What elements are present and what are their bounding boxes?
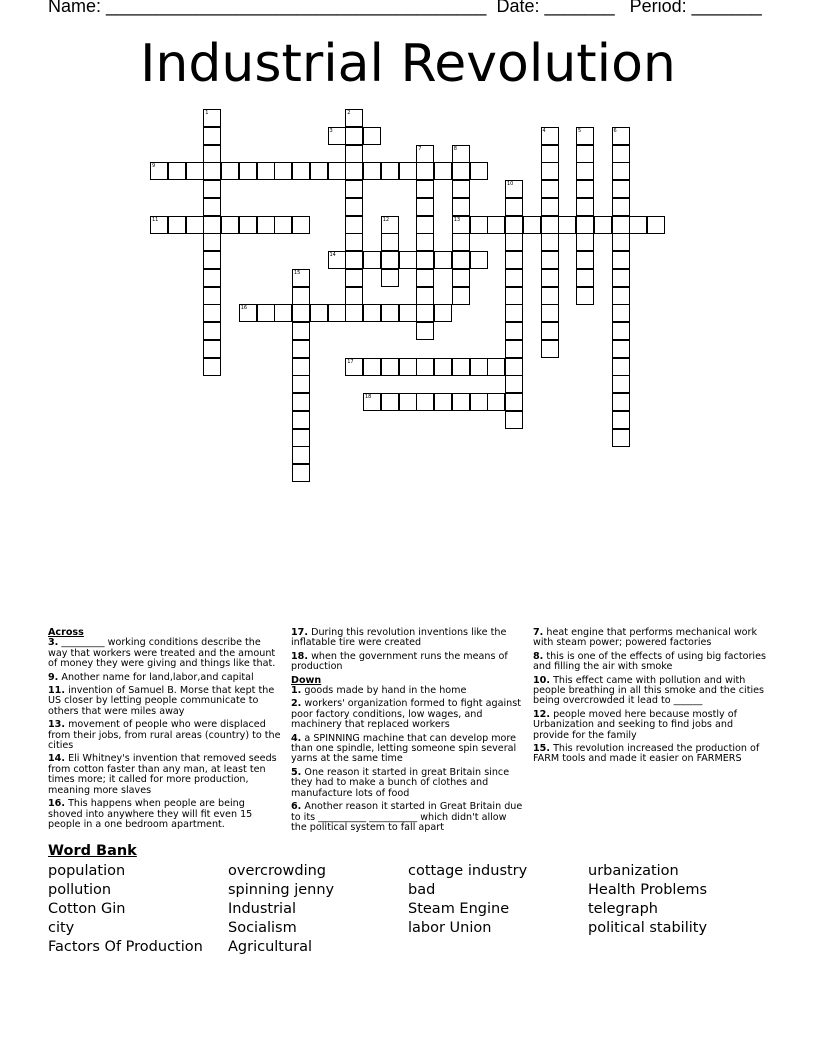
crossword-cell[interactable] bbox=[505, 198, 523, 216]
clue-text: Another name for land,labor,and capital bbox=[61, 671, 254, 683]
crossword-cell[interactable] bbox=[381, 162, 399, 180]
crossword-cell[interactable] bbox=[381, 304, 399, 322]
crossword-cell[interactable] bbox=[452, 162, 470, 180]
crossword-cell[interactable] bbox=[416, 145, 434, 163]
crossword-cell[interactable] bbox=[452, 393, 470, 411]
crossword-cell[interactable] bbox=[470, 162, 488, 180]
crossword-cell[interactable] bbox=[239, 216, 257, 234]
crossword-cell[interactable] bbox=[612, 198, 630, 216]
clue-text: a SPINNING machine that can develop more than one spindle, letting someone spin several yarns at the same time bbox=[291, 732, 517, 765]
crossword-cell[interactable] bbox=[345, 269, 363, 287]
crossword-cell[interactable] bbox=[434, 162, 452, 180]
down-heading: Down bbox=[291, 674, 322, 686]
clue-item bbox=[291, 768, 523, 799]
clue-item bbox=[291, 652, 523, 673]
crossword-cell[interactable] bbox=[541, 287, 559, 305]
crossword-cell[interactable] bbox=[345, 127, 363, 145]
crossword-cell[interactable] bbox=[647, 216, 665, 234]
crossword-cell[interactable] bbox=[274, 162, 292, 180]
clue-text: goods made by hand in the home bbox=[304, 685, 467, 697]
clue-number-label: 13. bbox=[48, 719, 65, 731]
word-bank-item: Industrial bbox=[228, 901, 297, 917]
across-clue-list-continued bbox=[291, 628, 523, 673]
crossword-cell[interactable] bbox=[203, 109, 221, 127]
crossword-cell[interactable] bbox=[541, 269, 559, 287]
crossword-cell[interactable] bbox=[292, 464, 310, 482]
clue-text: This effect came with pollution and with people breathing in all this smoke and the cities being overcrowded it lead to ______ bbox=[533, 674, 765, 707]
clues-column-3 bbox=[533, 628, 767, 768]
word-bank-item: Socialism bbox=[228, 920, 297, 936]
crossword-cell[interactable] bbox=[541, 233, 559, 251]
crossword-cell[interactable] bbox=[505, 340, 523, 358]
crossword-cell[interactable] bbox=[203, 287, 221, 305]
clue-number: 7 bbox=[418, 145, 422, 152]
crossword-cell[interactable] bbox=[203, 233, 221, 251]
crossword-cell[interactable] bbox=[470, 358, 488, 376]
clue-text: During this revolution inventions like the inflatable tire were created bbox=[291, 627, 507, 649]
crossword-cell[interactable] bbox=[203, 216, 221, 234]
crossword-cell[interactable] bbox=[292, 375, 310, 393]
crossword-cell[interactable] bbox=[576, 233, 594, 251]
crossword-cell[interactable] bbox=[612, 393, 630, 411]
crossword-cell[interactable] bbox=[612, 251, 630, 269]
crossword-cell[interactable] bbox=[612, 340, 630, 358]
word-bank-item: pollution bbox=[48, 882, 112, 898]
crossword-cell[interactable] bbox=[292, 322, 310, 340]
clue-number-label: 18. bbox=[291, 650, 308, 662]
crossword-cell[interactable] bbox=[186, 162, 204, 180]
crossword-cell[interactable] bbox=[612, 127, 630, 145]
crossword-cell[interactable] bbox=[203, 198, 221, 216]
crossword-cell[interactable] bbox=[487, 358, 505, 376]
crossword-cell[interactable] bbox=[239, 162, 257, 180]
crossword-cell[interactable] bbox=[541, 145, 559, 163]
crossword-cell[interactable] bbox=[381, 233, 399, 251]
clue-number-label: 6. bbox=[291, 801, 302, 813]
period-label: Period: bbox=[629, 0, 687, 16]
clue-item bbox=[291, 734, 523, 765]
crossword-cell[interactable] bbox=[541, 304, 559, 322]
crossword-cell[interactable] bbox=[629, 216, 647, 234]
clue-number-label: 16. bbox=[48, 798, 65, 810]
word-bank-item: political stability bbox=[588, 920, 708, 936]
name-label: Name: bbox=[48, 0, 102, 16]
crossword-cell[interactable] bbox=[363, 251, 381, 269]
crossword-cell[interactable] bbox=[541, 251, 559, 269]
crossword-cell[interactable] bbox=[505, 304, 523, 322]
crossword-cell[interactable] bbox=[505, 269, 523, 287]
crossword-cell[interactable] bbox=[345, 233, 363, 251]
crossword-cell[interactable] bbox=[345, 216, 363, 234]
crossword-cell[interactable] bbox=[434, 251, 452, 269]
crossword-cell[interactable] bbox=[363, 162, 381, 180]
crossword-cell[interactable] bbox=[381, 393, 399, 411]
crossword-cell[interactable] bbox=[203, 127, 221, 145]
word-bank-item: Agricultural bbox=[228, 939, 313, 955]
clue-item bbox=[533, 710, 767, 741]
clue-number-label: 9. bbox=[48, 671, 59, 683]
word-bank-item: overcrowding bbox=[228, 863, 326, 879]
crossword-cell[interactable] bbox=[612, 233, 630, 251]
crossword-cell[interactable] bbox=[576, 145, 594, 163]
crossword-cell[interactable] bbox=[203, 251, 221, 269]
crossword-cell[interactable] bbox=[399, 304, 417, 322]
crossword-cell[interactable] bbox=[203, 340, 221, 358]
clue-number-label: 11. bbox=[48, 685, 65, 697]
clue-number-label: 3. bbox=[48, 637, 59, 649]
crossword-cell[interactable] bbox=[328, 304, 346, 322]
crossword-cell[interactable] bbox=[470, 251, 488, 269]
word-bank-item: Health Problems bbox=[588, 882, 708, 898]
crossword-cell[interactable] bbox=[150, 162, 168, 180]
crossword-cell[interactable] bbox=[505, 322, 523, 340]
crossword-cell[interactable] bbox=[434, 358, 452, 376]
clue-number-label: 4. bbox=[291, 732, 302, 744]
crossword-cell[interactable] bbox=[203, 358, 221, 376]
date-blank[interactable]: _______ bbox=[544, 0, 615, 16]
clues-column-1 bbox=[48, 628, 282, 833]
crossword-cell[interactable] bbox=[399, 358, 417, 376]
clue-text: invention of Samuel B. Morse that kept the US closer by letting people communicate to others that were miles away bbox=[48, 685, 275, 717]
clue-number: 16 bbox=[240, 305, 248, 312]
crossword-cell[interactable] bbox=[541, 162, 559, 180]
crossword-cell[interactable] bbox=[168, 216, 186, 234]
word-bank-item: telegraph bbox=[588, 901, 659, 917]
clue-number: 14 bbox=[329, 252, 336, 258]
crossword-cell[interactable] bbox=[612, 145, 630, 163]
crossword-cell[interactable] bbox=[292, 269, 310, 287]
crossword-cell[interactable] bbox=[470, 393, 488, 411]
crossword-cell[interactable] bbox=[328, 251, 346, 269]
crossword-cell[interactable] bbox=[505, 375, 523, 393]
word-bank-item: cottage industry bbox=[408, 863, 528, 879]
crossword-cell[interactable] bbox=[416, 251, 434, 269]
crossword-cell[interactable] bbox=[292, 340, 310, 358]
crossword-cell[interactable] bbox=[168, 162, 186, 180]
clue-number: 11 bbox=[152, 216, 159, 223]
clue-number: 4 bbox=[542, 127, 546, 134]
crossword-cell[interactable] bbox=[576, 269, 594, 287]
crossword-cell[interactable] bbox=[612, 287, 630, 305]
crossword-cell[interactable] bbox=[612, 269, 630, 287]
crossword-cell[interactable] bbox=[612, 304, 630, 322]
clue-number-label: 14. bbox=[48, 753, 65, 765]
crossword-cell[interactable] bbox=[399, 162, 417, 180]
clue-number: 12 bbox=[382, 216, 390, 223]
word-bank-column bbox=[48, 862, 203, 957]
clue-item bbox=[291, 686, 523, 696]
crossword-cell[interactable] bbox=[345, 180, 363, 198]
crossword-cell[interactable] bbox=[416, 198, 434, 216]
word-bank-item: city bbox=[48, 920, 75, 936]
clue-number: 17 bbox=[347, 358, 354, 365]
crossword-cell[interactable] bbox=[203, 162, 221, 180]
clue-item bbox=[48, 673, 282, 683]
clue-number-label: 8. bbox=[533, 650, 544, 662]
crossword-cell[interactable] bbox=[541, 216, 559, 234]
crossword-cell[interactable] bbox=[505, 233, 523, 251]
crossword-cell[interactable] bbox=[203, 269, 221, 287]
crossword-cell[interactable] bbox=[363, 393, 381, 411]
clue-number-label: 5. bbox=[291, 766, 302, 778]
crossword-cell[interactable] bbox=[558, 216, 576, 234]
crossword-cell[interactable] bbox=[452, 180, 470, 198]
clues-column-2 bbox=[291, 628, 523, 836]
crossword-cell[interactable] bbox=[452, 233, 470, 251]
crossword-cell[interactable] bbox=[576, 162, 594, 180]
crossword-cell[interactable] bbox=[505, 180, 523, 198]
word-bank-item: bad bbox=[408, 882, 436, 898]
crossword-cell[interactable] bbox=[416, 162, 434, 180]
clue-text: when the government runs the means of production bbox=[291, 650, 508, 673]
crossword-cell[interactable] bbox=[612, 180, 630, 198]
clue-item bbox=[533, 652, 767, 673]
period-blank[interactable]: _______ bbox=[691, 0, 762, 16]
crossword-cell[interactable] bbox=[381, 251, 399, 269]
word-bank-item: population bbox=[48, 863, 126, 879]
clue-number: 2 bbox=[347, 110, 351, 116]
crossword-cell[interactable] bbox=[345, 304, 363, 322]
clue-item bbox=[48, 799, 282, 830]
crossword-cell[interactable] bbox=[345, 251, 363, 269]
crossword-cell[interactable] bbox=[310, 304, 328, 322]
crossword-cell[interactable] bbox=[452, 145, 470, 163]
word-bank-title: Word Bank bbox=[48, 843, 137, 859]
clue-text: Another reason it started in Great Britain due to its __________ __________ which didn't allow the political system to fall apart bbox=[291, 801, 523, 833]
crossword-cell[interactable] bbox=[363, 358, 381, 376]
clue-number: 1 bbox=[205, 110, 209, 116]
crossword-cell[interactable] bbox=[150, 216, 168, 234]
clue-text: workers' organization formed to fight against poor factory conditions, low wages, and machinery that replaced workers bbox=[291, 698, 521, 731]
crossword-cell[interactable] bbox=[292, 446, 310, 464]
crossword-cell[interactable] bbox=[292, 393, 310, 411]
clue-number: 13 bbox=[453, 216, 461, 223]
crossword-cell[interactable] bbox=[203, 145, 221, 163]
crossword-cell[interactable] bbox=[416, 233, 434, 251]
crossword-cell[interactable] bbox=[221, 216, 239, 234]
crossword-cell[interactable] bbox=[612, 411, 630, 429]
crossword-cell[interactable] bbox=[612, 375, 630, 393]
crossword-cell[interactable] bbox=[505, 216, 523, 234]
crossword-cell[interactable] bbox=[292, 429, 310, 447]
crossword-cell[interactable] bbox=[487, 216, 505, 234]
word-bank-item: labor Union bbox=[408, 920, 492, 936]
crossword-cell[interactable] bbox=[257, 304, 275, 322]
clue-number: 6 bbox=[613, 127, 617, 134]
word-bank-column bbox=[408, 862, 527, 938]
clue-text: _________ working conditions describe the way that workers were treated and the amount of money they were giving and things like that. bbox=[48, 637, 276, 670]
clue-number-label: 1. bbox=[291, 685, 302, 697]
crossword-cell[interactable] bbox=[345, 358, 363, 376]
clue-item bbox=[533, 744, 767, 765]
date-label: Date: bbox=[496, 0, 540, 16]
clue-number-label: 7. bbox=[533, 627, 544, 638]
down-clue-list bbox=[291, 686, 523, 833]
word-bank-column bbox=[228, 862, 334, 957]
clue-text: This revolution increased the production of FARM tools and made it easier on FARMERS bbox=[533, 743, 760, 765]
crossword-cell[interactable] bbox=[505, 411, 523, 429]
crossword-cell[interactable] bbox=[416, 304, 434, 322]
crossword-cell[interactable] bbox=[345, 198, 363, 216]
crossword-cell[interactable] bbox=[452, 287, 470, 305]
clue-number-label: 12. bbox=[533, 708, 550, 720]
crossword-cell[interactable] bbox=[576, 251, 594, 269]
crossword-cell[interactable] bbox=[274, 304, 292, 322]
crossword-cell[interactable] bbox=[452, 269, 470, 287]
crossword-cell[interactable] bbox=[203, 304, 221, 322]
down-clue-list-continued bbox=[533, 628, 767, 765]
clue-item bbox=[533, 628, 767, 649]
crossword-cell[interactable] bbox=[541, 322, 559, 340]
clue-text: heat engine that performs mechanical work with steam power; powered factories bbox=[533, 627, 758, 649]
crossword-cell[interactable] bbox=[186, 216, 204, 234]
across-heading: Across bbox=[48, 627, 84, 638]
clue-text: Eli Whitney's invention that removed seeds from cotton faster than any man, at least ten times more; it called for more production, meaning more slaves bbox=[48, 753, 277, 796]
crossword-cell[interactable] bbox=[576, 127, 594, 145]
crossword-cell[interactable] bbox=[594, 216, 612, 234]
crossword-cell[interactable] bbox=[292, 216, 310, 234]
across-clue-list bbox=[48, 638, 282, 830]
crossword-cell[interactable] bbox=[292, 287, 310, 305]
crossword-cell[interactable] bbox=[381, 358, 399, 376]
crossword-cell[interactable] bbox=[612, 216, 630, 234]
crossword-cell[interactable] bbox=[541, 180, 559, 198]
crossword-cell[interactable] bbox=[416, 269, 434, 287]
crossword-cell[interactable] bbox=[416, 216, 434, 234]
crossword-cell[interactable] bbox=[487, 393, 505, 411]
crossword-cell[interactable] bbox=[576, 216, 594, 234]
clue-number-label: 2. bbox=[291, 698, 302, 710]
word-bank-item: spinning jenny bbox=[228, 882, 335, 898]
crossword-cell[interactable] bbox=[345, 162, 363, 180]
crossword-cell[interactable] bbox=[452, 216, 470, 234]
clue-number: 5 bbox=[578, 127, 582, 134]
crossword-cell[interactable] bbox=[381, 216, 399, 234]
crossword-cell[interactable] bbox=[541, 198, 559, 216]
crossword-cell[interactable] bbox=[612, 322, 630, 340]
crossword-cell[interactable] bbox=[470, 216, 488, 234]
crossword-cell[interactable] bbox=[576, 198, 594, 216]
clue-text: this is one of the effects of using big factories and filling the air with smoke bbox=[533, 650, 766, 673]
page-title: Industrial Revolution bbox=[140, 34, 676, 94]
crossword-cell[interactable] bbox=[576, 287, 594, 305]
clue-number: 8 bbox=[453, 145, 457, 152]
clue-text: One reason it started in great Britain since they had to make a bunch of clothes and manufacture lots of food bbox=[291, 766, 510, 799]
crossword-cell[interactable] bbox=[292, 358, 310, 376]
crossword-cell[interactable] bbox=[416, 322, 434, 340]
crossword-cell[interactable] bbox=[452, 198, 470, 216]
crossword-cell[interactable] bbox=[292, 304, 310, 322]
clue-number-label: 10. bbox=[533, 674, 550, 686]
crossword-cell[interactable] bbox=[345, 109, 363, 127]
crossword-cell[interactable] bbox=[452, 251, 470, 269]
word-bank-column bbox=[588, 862, 707, 938]
crossword-cell[interactable] bbox=[292, 162, 310, 180]
clue-number: 10 bbox=[507, 181, 514, 187]
crossword-cell[interactable] bbox=[292, 411, 310, 429]
crossword-cell[interactable] bbox=[612, 162, 630, 180]
clue-item bbox=[48, 638, 282, 669]
crossword-cell[interactable] bbox=[381, 269, 399, 287]
crossword-cell[interactable] bbox=[345, 145, 363, 163]
crossword-cell[interactable] bbox=[257, 216, 275, 234]
clue-text: movement of people who were displaced from their jobs, from rural areas (country) to the cities bbox=[48, 719, 281, 752]
clue-number-label: 17. bbox=[291, 627, 308, 638]
clue-text: people moved here because mostly of Urbanization and seeking to find jobs and provide for the family bbox=[533, 708, 738, 741]
word-bank-item: Factors Of Production bbox=[48, 939, 203, 955]
crossword-cell[interactable] bbox=[203, 322, 221, 340]
crossword-cell[interactable] bbox=[274, 216, 292, 234]
crossword-cell[interactable] bbox=[416, 393, 434, 411]
crossword-cell[interactable] bbox=[310, 162, 328, 180]
crossword-cell[interactable] bbox=[416, 180, 434, 198]
crossword-cell[interactable] bbox=[363, 127, 381, 145]
clue-item bbox=[48, 686, 282, 717]
crossword-cell[interactable] bbox=[221, 162, 239, 180]
word-bank-item: Cotton Gin bbox=[48, 901, 126, 917]
crossword-cell[interactable] bbox=[523, 216, 541, 234]
crossword-cell[interactable] bbox=[541, 340, 559, 358]
crossword-cell[interactable] bbox=[541, 127, 559, 145]
crossword-cell[interactable] bbox=[505, 251, 523, 269]
clue-number: 9 bbox=[152, 163, 156, 170]
crossword-cell[interactable] bbox=[612, 429, 630, 447]
crossword-cell[interactable] bbox=[434, 393, 452, 411]
clue-item bbox=[48, 754, 282, 796]
crossword-cell[interactable] bbox=[239, 304, 257, 322]
crossword-cell[interactable] bbox=[434, 304, 452, 322]
crossword-cell[interactable] bbox=[345, 287, 363, 305]
clue-number: 3 bbox=[329, 127, 333, 134]
clue-item bbox=[533, 676, 767, 707]
crossword-cell[interactable] bbox=[416, 287, 434, 305]
crossword-cell[interactable] bbox=[612, 358, 630, 376]
word-bank-item: Steam Engine bbox=[408, 901, 510, 917]
crossword-cell[interactable] bbox=[452, 358, 470, 376]
clue-number-label: 15. bbox=[533, 743, 550, 755]
crossword-cell[interactable] bbox=[505, 287, 523, 305]
crossword-cell[interactable] bbox=[576, 180, 594, 198]
clue-item bbox=[291, 628, 523, 649]
crossword-cell[interactable] bbox=[505, 358, 523, 376]
clue-item bbox=[291, 802, 523, 833]
clue-item bbox=[291, 699, 523, 730]
crossword-cell[interactable] bbox=[505, 393, 523, 411]
crossword-cell[interactable] bbox=[416, 358, 434, 376]
crossword-cell[interactable] bbox=[363, 304, 381, 322]
word-bank-item: urbanization bbox=[588, 863, 679, 879]
clue-number: 18 bbox=[365, 394, 372, 400]
crossword-cell[interactable] bbox=[257, 162, 275, 180]
clue-text: This happens when people are being shoved into anywhere they will fit even 15 people in a one bedroom apartment. bbox=[48, 798, 253, 830]
crossword-cell[interactable] bbox=[328, 162, 346, 180]
clue-number: 15 bbox=[294, 269, 301, 276]
crossword-cell[interactable] bbox=[399, 251, 417, 269]
crossword-cell[interactable] bbox=[399, 393, 417, 411]
crossword-cell[interactable] bbox=[328, 127, 346, 145]
crossword-cell[interactable] bbox=[203, 180, 221, 198]
name-blank[interactable]: ______________________________________ bbox=[106, 0, 487, 16]
clue-item bbox=[48, 720, 282, 751]
